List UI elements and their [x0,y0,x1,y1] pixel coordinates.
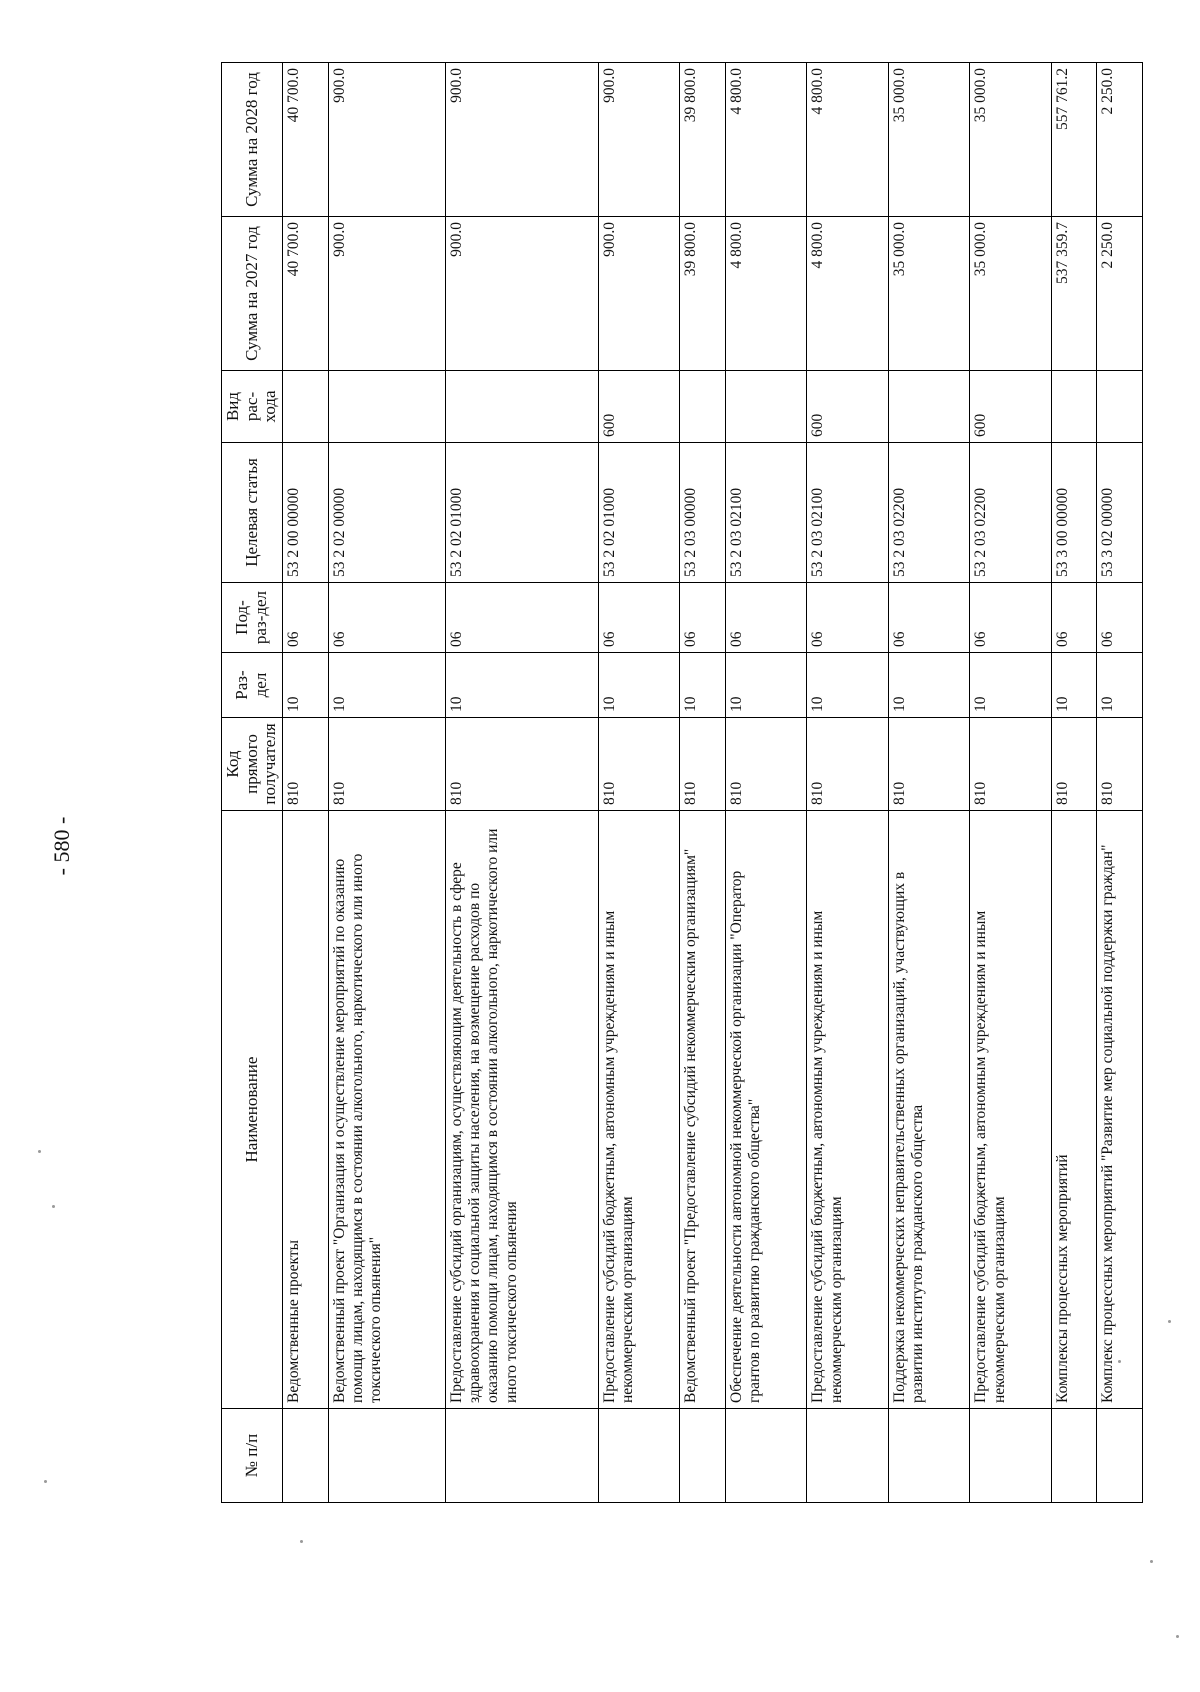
table-row [445,63,598,1503]
cell-expense-type [283,371,329,443]
cell-expense-type [445,371,598,443]
cell-sum-2027: 900.0 [328,217,445,371]
scan-speck [300,1540,303,1543]
cell-target-item: 53 2 02 01000 [598,443,679,583]
cell-recipient-code: 810 [445,718,598,811]
cell-subsection: 06 [328,583,445,653]
cell-sum-2028: 557 761.2 [1051,63,1097,217]
cell-sum-2027: 537 359.7 [1051,217,1097,371]
table-header-row [222,63,283,1503]
cell-recipient-code: 810 [283,718,329,811]
header-subsection: Под-раз-дел [222,583,283,653]
cell-name: Комплексы процессных мероприятий [1051,811,1097,1409]
header-section: Раз-дел [222,653,283,718]
cell-name: Поддержка некоммерческих неправительственных организаций, участвующих в развитии институтов гражданского общества [888,811,969,1409]
cell-recipient-code: 810 [888,718,969,811]
header-no: № п/п [222,1409,283,1503]
cell-section: 10 [1097,653,1143,718]
cell-sum-2028: 35 000.0 [970,63,1051,217]
cell-no [1097,1409,1143,1503]
cell-target-item: 53 3 00 00000 [1051,443,1097,583]
table-row [807,63,888,1503]
cell-expense-type: 600 [807,371,888,443]
cell-target-item: 53 2 03 02200 [888,443,969,583]
cell-expense-type [328,371,445,443]
cell-target-item: 53 3 02 00000 [1097,443,1143,583]
scan-speck [1150,1560,1153,1563]
cell-subsection: 06 [726,583,807,653]
cell-target-item: 53 2 03 02100 [807,443,888,583]
budget-table [221,62,1143,1503]
cell-subsection: 06 [970,583,1051,653]
table-row [726,63,807,1503]
cell-recipient-code: 810 [807,718,888,811]
cell-subsection: 06 [1051,583,1097,653]
table-row [328,63,445,1503]
cell-sum-2027: 900.0 [445,217,598,371]
cell-sum-2028: 900.0 [328,63,445,217]
page-number: - 580 - [49,816,74,876]
cell-name: Предоставление субсидий бюджетным, автономным учреждениям и иным некоммерческим организациям [598,811,679,1409]
cell-recipient-code: 810 [1051,718,1097,811]
header-sum-2027: Сумма на 2027 год [222,217,283,371]
cell-no [1051,1409,1097,1503]
cell-name: Предоставление субсидий организациям, осуществляющим деятельность в сфере здравоохранения и социальной защиты населения, на возмещение расходов по оказанию помощи лицам, находящимся в состоянии алкогольного, наркотического или иного токсического опьянения [445,811,598,1409]
cell-section: 10 [807,653,888,718]
cell-sum-2028: 35 000.0 [888,63,969,217]
cell-expense-type [888,371,969,443]
cell-section: 10 [445,653,598,718]
cell-expense-type: 600 [970,371,1051,443]
cell-sum-2027: 2 250.0 [1097,217,1143,371]
scan-speck [44,1480,47,1483]
cell-name: Обеспечение деятельности автономной некоммерческой организации "Оператор грантов по развитию гражданского общества" [726,811,807,1409]
cell-sum-2027: 35 000.0 [970,217,1051,371]
budget-table-rotated [221,68,1143,1503]
cell-target-item: 53 2 02 01000 [445,443,598,583]
cell-recipient-code: 810 [970,718,1051,811]
cell-recipient-code: 810 [726,718,807,811]
cell-target-item: 53 2 02 00000 [328,443,445,583]
cell-no [283,1409,329,1503]
scan-speck [52,1205,55,1208]
header-expense-type: Вид рас-хода [222,371,283,443]
cell-expense-type [726,371,807,443]
cell-subsection: 06 [598,583,679,653]
cell-subsection: 06 [807,583,888,653]
cell-sum-2028: 4 800.0 [807,63,888,217]
cell-sum-2028: 4 800.0 [726,63,807,217]
cell-subsection: 06 [888,583,969,653]
cell-recipient-code: 810 [598,718,679,811]
cell-expense-type [680,371,726,443]
table-row [598,63,679,1503]
cell-no [598,1409,679,1503]
cell-sum-2028: 900.0 [598,63,679,217]
header-name: Наименование [222,811,283,1409]
header-target-item: Целевая статья [222,443,283,583]
cell-recipient-code: 810 [1097,718,1143,811]
cell-name: Ведомственный проект "Предоставление субсидий некоммерческим организациям" [680,811,726,1409]
cell-name: Ведомственный проект "Организация и осуществление мероприятий по оказанию помощи лицам, находящимся в состоянии алкогольного, наркотического или иного токсического опьянения" [328,811,445,1409]
cell-name: Ведомственные проекты [283,811,329,1409]
cell-name: Предоставление субсидий бюджетным, автономным учреждениям и иным некоммерческим организациям [807,811,888,1409]
cell-section: 10 [283,653,329,718]
cell-target-item: 53 2 00 00000 [283,443,329,583]
cell-no [328,1409,445,1503]
cell-subsection: 06 [445,583,598,653]
table-row [970,63,1051,1503]
cell-sum-2028: 40 700.0 [283,63,329,217]
cell-no [888,1409,969,1503]
cell-expense-type [1051,371,1097,443]
cell-sum-2027: 35 000.0 [888,217,969,371]
cell-section: 10 [888,653,969,718]
table-row [283,63,329,1503]
cell-sum-2028: 900.0 [445,63,598,217]
cell-sum-2027: 4 800.0 [807,217,888,371]
scan-speck [1176,1635,1179,1638]
table-row [888,63,969,1503]
cell-target-item: 53 2 03 02200 [970,443,1051,583]
cell-sum-2028: 2 250.0 [1097,63,1143,217]
cell-subsection: 06 [1097,583,1143,653]
scan-speck [38,1150,41,1153]
cell-expense-type [1097,371,1143,443]
header-sum-2028: Сумма на 2028 год [222,63,283,217]
cell-section: 10 [726,653,807,718]
cell-sum-2028: 39 800.0 [680,63,726,217]
cell-no [445,1409,598,1503]
cell-sum-2027: 900.0 [598,217,679,371]
header-recipient-code: Код прямого получателя [222,718,283,811]
cell-name: Комплекс процессных мероприятий "Развитие мер социальной поддержки граждан" [1097,811,1143,1409]
cell-recipient-code: 810 [328,718,445,811]
cell-expense-type: 600 [598,371,679,443]
cell-recipient-code: 810 [680,718,726,811]
cell-section: 10 [680,653,726,718]
cell-target-item: 53 2 03 00000 [680,443,726,583]
cell-target-item: 53 2 03 02100 [726,443,807,583]
cell-subsection: 06 [283,583,329,653]
table-row [1097,63,1143,1503]
cell-section: 10 [328,653,445,718]
cell-sum-2027: 40 700.0 [283,217,329,371]
scan-speck [1118,1360,1121,1363]
scan-speck [1168,1320,1171,1323]
table-row [1051,63,1097,1503]
cell-section: 10 [970,653,1051,718]
cell-no [726,1409,807,1503]
cell-subsection: 06 [680,583,726,653]
cell-no [807,1409,888,1503]
table-row [680,63,726,1503]
cell-section: 10 [1051,653,1097,718]
cell-sum-2027: 39 800.0 [680,217,726,371]
cell-no [680,1409,726,1503]
cell-section: 10 [598,653,679,718]
cell-name: Предоставление субсидий бюджетным, автономным учреждениям и иным некоммерческим организациям [970,811,1051,1409]
cell-sum-2027: 4 800.0 [726,217,807,371]
cell-no [970,1409,1051,1503]
